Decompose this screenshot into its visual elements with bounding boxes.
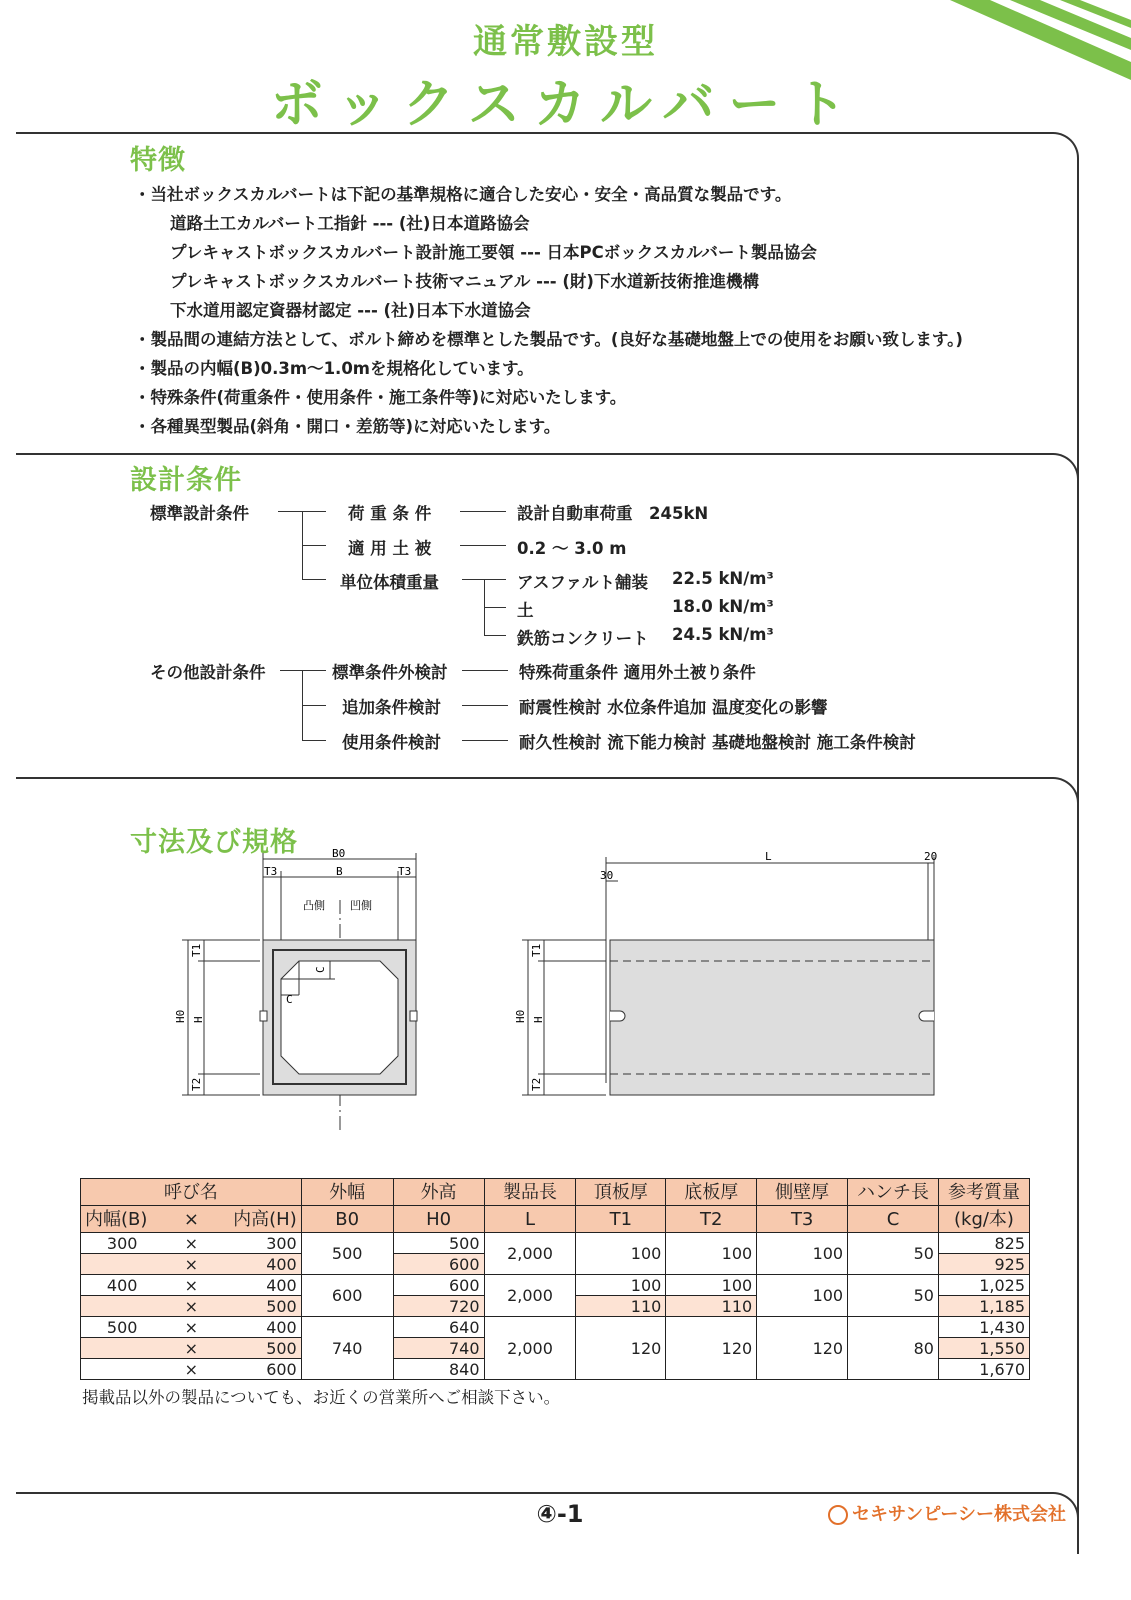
unit-item-asphalt: アスファルト舗装 [517,573,649,592]
cell-b0: 500 [301,1233,393,1275]
cell-length: 2,000 [484,1317,576,1380]
th-x: × [163,1206,219,1233]
other-item-value: 特殊荷重条件 適用外土被り条件 [519,663,756,682]
cell-h0: 600 [393,1254,484,1275]
cell-h: 400 [219,1317,301,1338]
th-t1: 頂板厚 [576,1179,666,1206]
cell-length: 2,000 [484,1275,576,1317]
label-c: C [286,993,293,1006]
unit-value-concrete: 24.5 kN/m³ [672,625,774,644]
th-h0-symbol: H0 [393,1206,484,1233]
cell-b-empty [81,1254,164,1275]
label-t1: T1 [190,943,203,957]
cell-b-empty [81,1296,164,1317]
label-t2: T2 [190,1077,203,1091]
cell-h0: 840 [393,1359,484,1380]
cell-t1: 120 [576,1317,666,1380]
company-mark-icon [828,1505,848,1525]
table-row [81,1233,1030,1254]
cell-c: 50 [848,1233,939,1275]
table-row [81,1275,1030,1296]
feature-standard: 道路土工カルバート工指針 --- (社)日本道路協会 [170,214,530,233]
cell-b-empty [81,1338,164,1359]
cell-x: × [163,1254,219,1275]
th-l-symbol: L [484,1206,576,1233]
cell-length: 2,000 [484,1233,576,1275]
cell-b: 300 [81,1233,164,1254]
feature-standard: プレキャストボックスカルバート設計施工要領 --- 日本PCボックスカルバート製品協会 [170,243,817,262]
design-heading: 設計条件 [130,465,242,496]
other-item-value: 耐久性検討 流下能力検討 基礎地盤検討 施工条件検討 [519,733,916,752]
cell-h0: 640 [393,1317,484,1338]
unit-value-asphalt: 22.5 kN/m³ [672,569,774,588]
features-heading: 特徴 [130,145,186,176]
load-condition-label: 荷 重 条 件 [348,504,432,523]
label-h: H [532,1016,545,1023]
label-20: 20 [924,850,938,863]
feature-item: ・当社ボックスカルバートは下記の基準規格に適合した安心・安全・高品質な製品です。 [134,185,792,204]
th-t3-symbol: T3 [757,1206,848,1233]
unit-item-concrete: 鉄筋コンクリート [517,629,649,648]
label-concave: 凹側 [350,899,372,912]
label-b: B [336,865,343,878]
cell-mass: 1,025 [938,1275,1029,1296]
label-h0: H0 [514,1009,527,1023]
cell-t2: 100 [666,1233,757,1275]
cell-t3: 120 [757,1317,848,1380]
th-mass-unit: (kg/本) [938,1206,1029,1233]
load-condition-value: 設計自動車荷重 245kN [517,504,709,523]
cell-b: 400 [81,1275,164,1296]
features-list [134,180,1034,441]
cell-mass: 1,550 [938,1338,1029,1359]
label-t3-right: T3 [398,865,412,878]
label-c: C [314,966,327,973]
side-view-drawing [510,845,950,1105]
cell-b: 500 [81,1317,164,1338]
cell-b-empty [81,1359,164,1380]
cell-mass: 1,430 [938,1317,1029,1338]
cell-mass: 925 [938,1254,1029,1275]
soil-cover-label: 適 用 土 被 [348,539,432,558]
cell-t2: 110 [666,1296,757,1317]
th-b0-symbol: B0 [301,1206,393,1233]
table-header-row [81,1206,1030,1233]
label-convex: 凸側 [303,899,325,912]
soil-cover-value: 0.2 ～ 3.0 m [517,539,627,558]
cell-h: 600 [219,1359,301,1380]
other-condition-label: その他設計条件 [150,663,266,682]
page-number: ④-1 [536,1500,584,1528]
th-name: 呼び名 [81,1179,302,1206]
cell-h0: 720 [393,1296,484,1317]
th-mass: 参考質量 [938,1179,1029,1206]
other-item-name: 追加条件検討 [342,698,441,717]
th-haunch: ハンチ長 [848,1179,939,1206]
th-t3: 側壁厚 [757,1179,848,1206]
cell-mass: 1,670 [938,1359,1029,1380]
th-t1-symbol: T1 [576,1206,666,1233]
cell-h0: 600 [393,1275,484,1296]
feature-standard: プレキャストボックスカルバート技術マニュアル --- (財)下水道新技術推進機構 [170,272,759,291]
table-header-row [81,1179,1030,1206]
th-inner-width: 内幅(B) [81,1206,164,1233]
other-item-name: 使用条件検討 [342,733,441,752]
cell-b0: 740 [301,1317,393,1380]
feature-item: ・各種異型製品(斜角・開口・差筋等)に対応いたします。 [134,417,561,436]
cell-x: × [163,1317,219,1338]
other-item-value: 耐震性検討 水位条件追加 温度変化の影響 [519,698,828,717]
table-row [81,1317,1030,1338]
label-l: L [765,850,772,863]
title-line1: 通常敷設型 [473,22,658,62]
label-h: H [192,1016,205,1023]
cell-c: 80 [848,1317,939,1380]
label-t1: T1 [530,943,543,957]
cell-h0: 500 [393,1233,484,1254]
th-t2-symbol: T2 [666,1206,757,1233]
cell-mass: 825 [938,1233,1029,1254]
label-h0: H0 [174,1009,187,1023]
company-logo [828,1500,1066,1526]
cell-t1: 100 [576,1233,666,1275]
label-30: 30 [600,869,614,882]
inquiry-note: 掲載品以外の製品についても、お近くの営業所へご相談下さい。 [82,1388,561,1407]
th-c-symbol: C [848,1206,939,1233]
label-t3-left: T3 [264,865,278,878]
feature-item: ・特殊条件(荷重条件・使用条件・施工条件等)に対応いたします。 [134,388,627,407]
cell-x: × [163,1338,219,1359]
feature-item: ・製品の内幅(B)0.3m〜1.0mを規格化しています。 [134,359,534,378]
label-b0: B0 [332,847,346,860]
unit-item-soil: 土 [517,601,534,620]
title-line2: ボックスカルバート [270,75,861,135]
cell-t2: 120 [666,1317,757,1380]
unit-weight-label: 単位体積重量 [340,573,439,592]
cell-b0: 600 [301,1275,393,1317]
cell-h0: 740 [393,1338,484,1359]
cell-x: × [163,1359,219,1380]
th-h0: 外高 [393,1179,484,1206]
cell-h: 500 [219,1338,301,1359]
company-name: セキサンピーシー株式会社 [852,1504,1067,1525]
th-t2: 底板厚 [666,1179,757,1206]
th-length: 製品長 [484,1179,576,1206]
cell-h: 400 [219,1254,301,1275]
th-b0: 外幅 [301,1179,393,1206]
feature-item: ・製品間の連結方法として、ボルト締めを標準とした製品です。(良好な基礎地盤上での使用をお願い致します。) [134,330,963,349]
cell-h: 500 [219,1296,301,1317]
cell-t1: 100 [576,1275,666,1296]
unit-value-soil: 18.0 kN/m³ [672,597,774,616]
cell-c: 50 [848,1275,939,1317]
label-t2: T2 [530,1077,543,1091]
spec-table [80,1178,1030,1380]
cell-t3: 100 [757,1275,848,1317]
cell-x: × [163,1296,219,1317]
cell-x: × [163,1233,219,1254]
cell-h: 300 [219,1233,301,1254]
th-inner-height: 内高(H) [219,1206,301,1233]
cell-h: 400 [219,1275,301,1296]
cross-section-drawing [160,845,460,1135]
cell-mass: 1,185 [938,1296,1029,1317]
cell-t2: 100 [666,1275,757,1296]
feature-standard: 下水道用認定資器材認定 --- (社)日本下水道協会 [170,301,531,320]
cell-t3: 100 [757,1233,848,1275]
dimensions-heading: 寸法及び規格 [130,827,298,858]
cell-x: × [163,1275,219,1296]
cell-t1: 110 [576,1296,666,1317]
standard-condition-label: 標準設計条件 [150,504,249,523]
other-item-name: 標準条件外検討 [332,663,448,682]
